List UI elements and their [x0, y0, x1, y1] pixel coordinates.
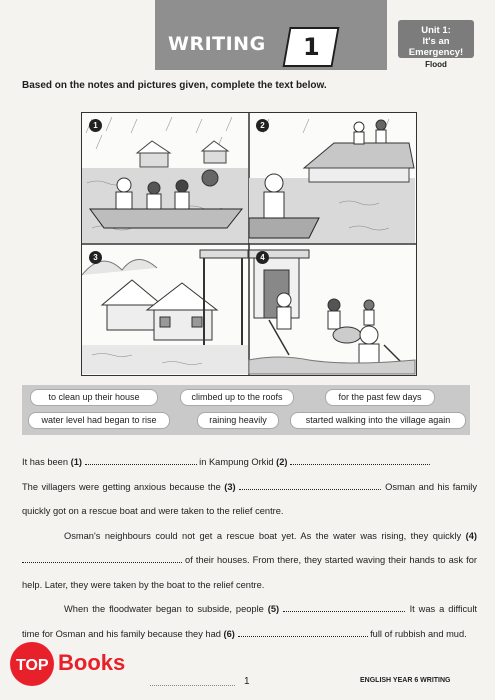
- blank-number-6: (6): [223, 628, 235, 639]
- text-segment: in Kampung Orkid: [196, 457, 277, 467]
- picture-panel: [81, 112, 417, 376]
- unit-topic: Flood: [425, 60, 447, 69]
- unit-label: Unit 1:: [421, 25, 451, 36]
- blank-number-3: (3): [224, 481, 236, 492]
- answer-blank-5[interactable]: [283, 601, 403, 612]
- footer-divider: [150, 685, 235, 686]
- text-segment: Osman's neighbours could not get a rescue boat yet. As the water was rising, they quickly: [64, 530, 466, 541]
- paragraph-2: [22, 524, 477, 598]
- writing-number-box: [282, 27, 339, 67]
- unit-title: It's an Emergency!: [408, 36, 464, 58]
- picture-label-2: 2: [256, 119, 269, 132]
- text-segment: .: [428, 457, 431, 467]
- text-segment: The villagers were getting anxious because the: [22, 481, 225, 492]
- text-segment: of their houses. From there, they started waving their hands to ask for help. Later, they were taken by the boat to the relief centre.: [22, 555, 477, 590]
- unit-tag: [398, 20, 474, 58]
- blank-number-4: (4): [465, 530, 477, 541]
- svg-text:TOP: TOP: [16, 657, 49, 674]
- answer-blank-1[interactable]: [85, 454, 197, 465]
- phrase-chip: to clean up their house: [30, 389, 158, 406]
- flood-illustrations: [82, 113, 416, 375]
- paragraph-1: [22, 450, 477, 524]
- text-segment: It has been: [22, 457, 71, 467]
- text-segment: When the floodwater began to subside, people: [64, 604, 268, 614]
- panel-3-village-illustration: [82, 250, 248, 374]
- writing-number: 1: [302, 33, 320, 61]
- answer-blank-2[interactable]: [290, 454, 428, 465]
- blank-number-2: (2): [276, 457, 288, 467]
- picture-label-3: 3: [89, 251, 102, 264]
- blank-number-1: (1): [70, 457, 82, 467]
- phrase-chip: started walking into the village again: [290, 412, 466, 429]
- panel-4-cleaning-illustration: [249, 250, 415, 374]
- picture-label-4: 4: [256, 251, 269, 264]
- answer-blank-3[interactable]: [239, 479, 379, 490]
- blank-number-5: (5): [267, 604, 280, 614]
- svg-text:Books: Books: [58, 650, 126, 675]
- instruction: Based on the notes and pictures given, complete the text below.: [22, 80, 327, 91]
- text-segment: . Osman and his family quickly got on a rescue boat and were taken to the relief centre.: [22, 481, 477, 516]
- text-segment: . It was a difficult time for Osman and his family because they had: [22, 604, 477, 639]
- book-title: ENGLISH YEAR 6 WRITING: [360, 677, 451, 684]
- page-title: WRITING: [168, 33, 266, 55]
- page-number: 1: [244, 676, 250, 687]
- phrase-chip: raining heavily: [197, 412, 279, 429]
- answer-blank-6[interactable]: [238, 626, 368, 637]
- answer-blank-4[interactable]: [22, 552, 182, 563]
- text-segment: full of rubbish and mud.: [370, 628, 467, 639]
- phrase-chip: water level had began to rise: [28, 412, 170, 429]
- phrase-chip: for the past few days: [325, 389, 435, 406]
- topbooks-logo: [6, 634, 156, 690]
- composition-text: [22, 450, 477, 646]
- picture-label-1: 1: [89, 119, 102, 132]
- panel-1-boat-illustration: [82, 117, 248, 243]
- phrase-bank: [22, 385, 470, 435]
- phrase-chip: climbed up to the roofs: [180, 389, 294, 406]
- panel-2-roof-illustration: [249, 119, 415, 243]
